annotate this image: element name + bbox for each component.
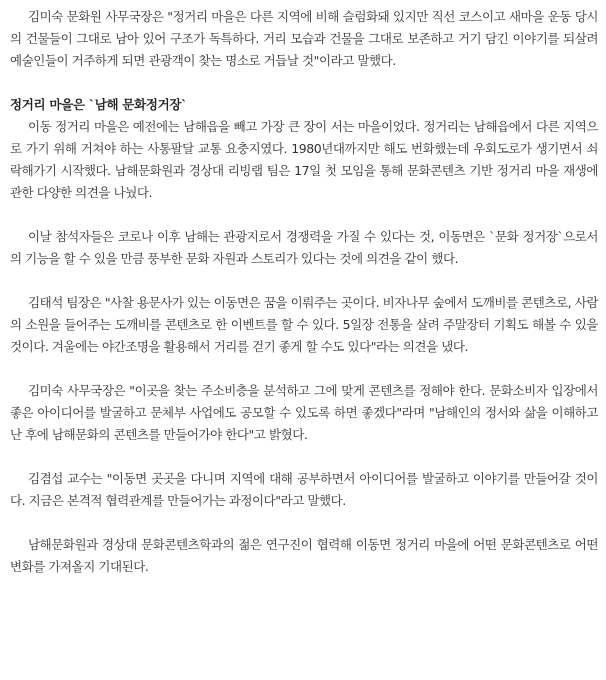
paragraph-gap [10, 204, 598, 226]
paragraph-closing: 남해문화원과 경상대 문화콘텐츠학과의 젊은 연구진이 협력해 이동면 정거리 마을에 어떤 문화콘텐츠로 어떤 변화를 가져올지 기대된다. [10, 537, 598, 574]
paragraph-village-history: 이동 정거리 마을은 예전에는 남해읍을 빼고 가장 큰 장이 서는 마을이었다. 정거리는 남해읍에서 다른 지역으로 가기 위해 거쳐야 하는 사통팔달 교통 요충지였다. 1980년대까지만 해도 번화했는데 우회도로가 생기면서 쇠락해가기 시작했다. 남해문화원과 경상대 리빙랩 팀은 17일 첫 모임을 통해 문화콘텐츠 기반 정거리 마을 재생에 관한 다양한 의견을 나눴다. [10, 119, 598, 200]
paragraph-gap [10, 512, 598, 534]
section-subheading: 정거리 마을은 `남해 문화정거장` [10, 97, 188, 112]
paragraph-gap [10, 72, 598, 94]
paragraph-intro-quote: 김미숙 문화원 사무국장은 "정거리 마을은 다른 지역에 비해 슬럼화돼 있지만 직선 코스이고 새마을 운동 당시의 건물들이 그대로 남아 있어 구조가 독특하다. 거리 모습과 건물을 그대로 보존하고 거기 담긴 이야기를 되살려 예술인들이 거주하게 되면 관광객이 찾는 명소로 거듭날 것"이라고 말했다. [10, 9, 598, 68]
paragraph-gap [10, 358, 598, 380]
paragraph-gap [10, 446, 598, 468]
paragraph-attendees-opinion: 이날 참석자들은 코로나 이후 남해는 관광지로서 경쟁력을 가질 수 있다는 것, 이동면은 `문화 정거장`으로서의 기능을 할 수 있을 만큼 풍부한 문화 자원과 스토리가 있다는 것에 의견을 같이 했다. [10, 229, 598, 266]
paragraph-kim-misuk: 김미숙 사무국장은 "이곳을 찾는 주소비층을 분석하고 그에 맞게 콘텐츠를 정해야 한다. 문화소비자 입장에서 좋은 아이디어를 발굴하고 문체부 사업에도 공모할 수 있도록 하면 좋겠다"라며 "남해인의 정서와 삶을 이해하고 난 후에 남해문화의 콘텐츠를 만들어가야 한다"고 밝혔다. [10, 383, 598, 442]
paragraph-gap [10, 270, 598, 292]
paragraph-kim-gyeomseop: 김겸섭 교수는 "이동면 곳곳을 다니며 지역에 대해 공부하면서 아이디어를 발굴하고 이야기를 만들어갈 것이다. 지금은 본격적 협력관계를 만들어가는 과정이다"라고 말했다. [10, 471, 598, 508]
paragraph-kim-taeseok: 김태석 팀장은 "사찰 용문사가 있는 이동면은 꿈을 이뤄주는 곳이다. 비자나무 숲에서 도깨비를 콘텐츠로, 사람의 소원을 들어주는 도깨비를 콘텐츠로 한 이벤트를 할 수 있다. 5일장 전통을 살려 주말장터 기획도 해볼 수 있을 것이다. 겨울에는 야간조명을 활용해서 거리를 걷기 좋게 할 수도 있다"라는 의견을 냈다. [10, 295, 598, 354]
